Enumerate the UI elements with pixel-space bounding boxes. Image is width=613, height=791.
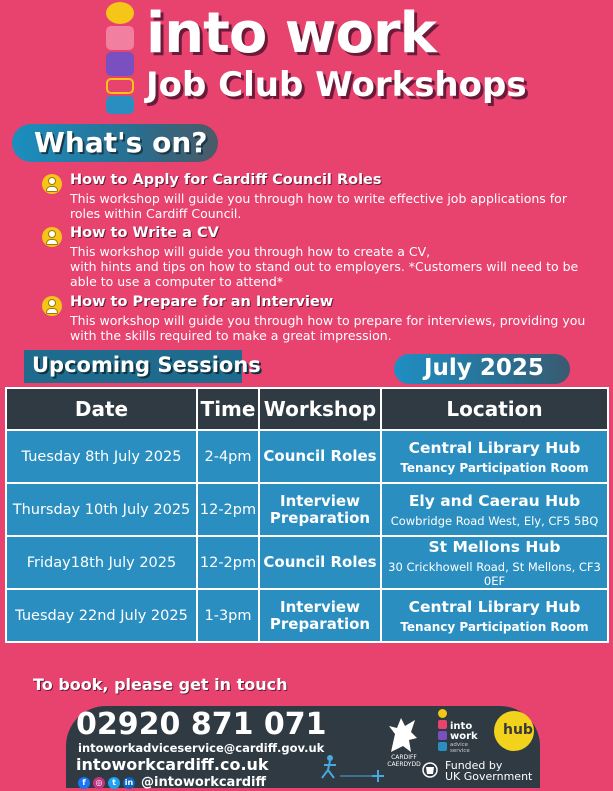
session-location: [381, 483, 608, 536]
session-workshop: Council Roles: [259, 430, 381, 483]
workshop-title: How to Write a CV: [70, 225, 219, 241]
into-work-advice-logo: [438, 709, 447, 753]
into-work-advice-brand: [450, 722, 478, 742]
session-date: Thursday 10th July 2025: [6, 483, 197, 536]
whats-on-heading: What's on?: [34, 126, 208, 159]
linkedin-icon[interactable]: in: [124, 777, 134, 787]
twitter-icon[interactable]: t: [108, 777, 120, 789]
workshop-title: How to Prepare for an Interview: [70, 294, 334, 310]
table-row: [6, 589, 608, 642]
session-location: [381, 430, 608, 483]
website-link[interactable]: intoworkcardiff.co.uk: [76, 755, 269, 774]
upcoming-sessions-heading: Upcoming Sessions: [32, 353, 261, 377]
table-row: [6, 483, 608, 536]
upcoming-sessions-banner: [24, 350, 261, 383]
person-icon: [42, 174, 62, 194]
description-line: with the skills required to make a great impression.: [70, 328, 392, 343]
description-line: roles within Cardiff Council.: [70, 206, 242, 221]
brand-line: work: [450, 731, 478, 742]
workshop-description: [70, 191, 590, 221]
cardiff-label-cy: CAERDYDD: [387, 761, 421, 768]
brand-name: into work: [146, 1, 436, 66]
location-name: Central Library Hub: [408, 438, 581, 457]
session-workshop: Interview Preparation: [259, 483, 381, 536]
email-link[interactable]: intoworkadviceservice@cardiff.gov.uk: [78, 741, 325, 755]
workshop-description: [70, 313, 590, 343]
page-title: Job Club Workshops: [146, 65, 527, 105]
instagram-icon[interactable]: ◎: [93, 777, 105, 789]
location-name: Ely and Caerau Hub: [408, 491, 581, 510]
description-line: with hints and tips on how to stand out to employers. *Customers will need to be: [70, 259, 579, 274]
brand-line: into: [450, 721, 473, 732]
column-header-workshop: Workshop: [259, 388, 381, 430]
table-row: [6, 430, 608, 483]
description-line: This workshop will guide you through how to prepare for interviews, providing you: [70, 313, 586, 328]
session-time: 12-2pm: [197, 483, 259, 536]
description-line: able to use a computer to attend*: [70, 274, 284, 289]
funding-statement: [445, 760, 532, 782]
location-detail: Tenancy Participation Room: [400, 619, 589, 634]
person-icon: [42, 227, 62, 247]
social-links: [78, 772, 267, 790]
accessibility-figure-icon: [318, 752, 388, 782]
description-line: This workshop will guide you through how to write effective job applications for: [70, 191, 567, 206]
location-detail: Cowbridge Road West, Ely, CF5 5BQ: [390, 513, 599, 528]
social-handle: @intoworkcardiff: [141, 775, 267, 790]
session-time: 2-4pm: [197, 430, 259, 483]
table-header-row: [6, 388, 608, 430]
location-detail: 30 Crickhowell Road, St Mellons, CF3 0EF: [388, 559, 601, 588]
uk-government-crest-icon: [420, 760, 440, 780]
sub-line: advice: [450, 742, 469, 748]
sessions-table: [5, 387, 609, 643]
session-date: Tuesday 8th July 2025: [6, 430, 197, 483]
location-name: St Mellons Hub: [428, 537, 561, 556]
booking-prompt: To book, please get in touch: [33, 675, 288, 694]
location-detail: Tenancy Participation Room: [400, 460, 589, 475]
whats-on-banner: [12, 124, 218, 162]
column-header-date: Date: [6, 388, 197, 430]
month-label: July 2025: [424, 355, 544, 381]
funder-name: UK Government: [445, 770, 533, 783]
into-work-logo: [106, 2, 134, 114]
session-workshop: Interview Preparation: [259, 589, 381, 642]
funded-by-label: Funded by: [445, 759, 503, 772]
session-time: 1-3pm: [197, 589, 259, 642]
workshop-title: How to Apply for Cardiff Council Roles: [70, 172, 382, 188]
into-work-advice-sub: [450, 742, 470, 754]
column-header-time: Time: [197, 388, 259, 430]
column-header-location: Location: [381, 388, 608, 430]
cardiff-label-en: CARDIFF: [391, 754, 417, 761]
facebook-icon[interactable]: f: [78, 777, 90, 789]
person-icon: [42, 296, 62, 316]
description-line: This workshop will guide you through how to create a CV,: [70, 244, 431, 259]
hub-logo: [494, 711, 534, 751]
hub-label: hub: [503, 722, 533, 738]
cardiff-council-dragon-logo: [383, 712, 423, 758]
location-name: Central Library Hub: [408, 597, 581, 616]
session-date: Friday18th July 2025: [6, 536, 197, 589]
session-date: Tuesday 22nd July 2025: [6, 589, 197, 642]
session-location: [381, 589, 608, 642]
session-workshop: Council Roles: [259, 536, 381, 589]
sub-line: service: [450, 748, 470, 754]
table-row: [6, 536, 608, 589]
phone-number[interactable]: 02920 871 071: [76, 707, 327, 742]
session-location: [381, 536, 608, 589]
month-banner: [394, 354, 570, 384]
workshop-description: [70, 244, 590, 289]
session-time: 12-2pm: [197, 536, 259, 589]
